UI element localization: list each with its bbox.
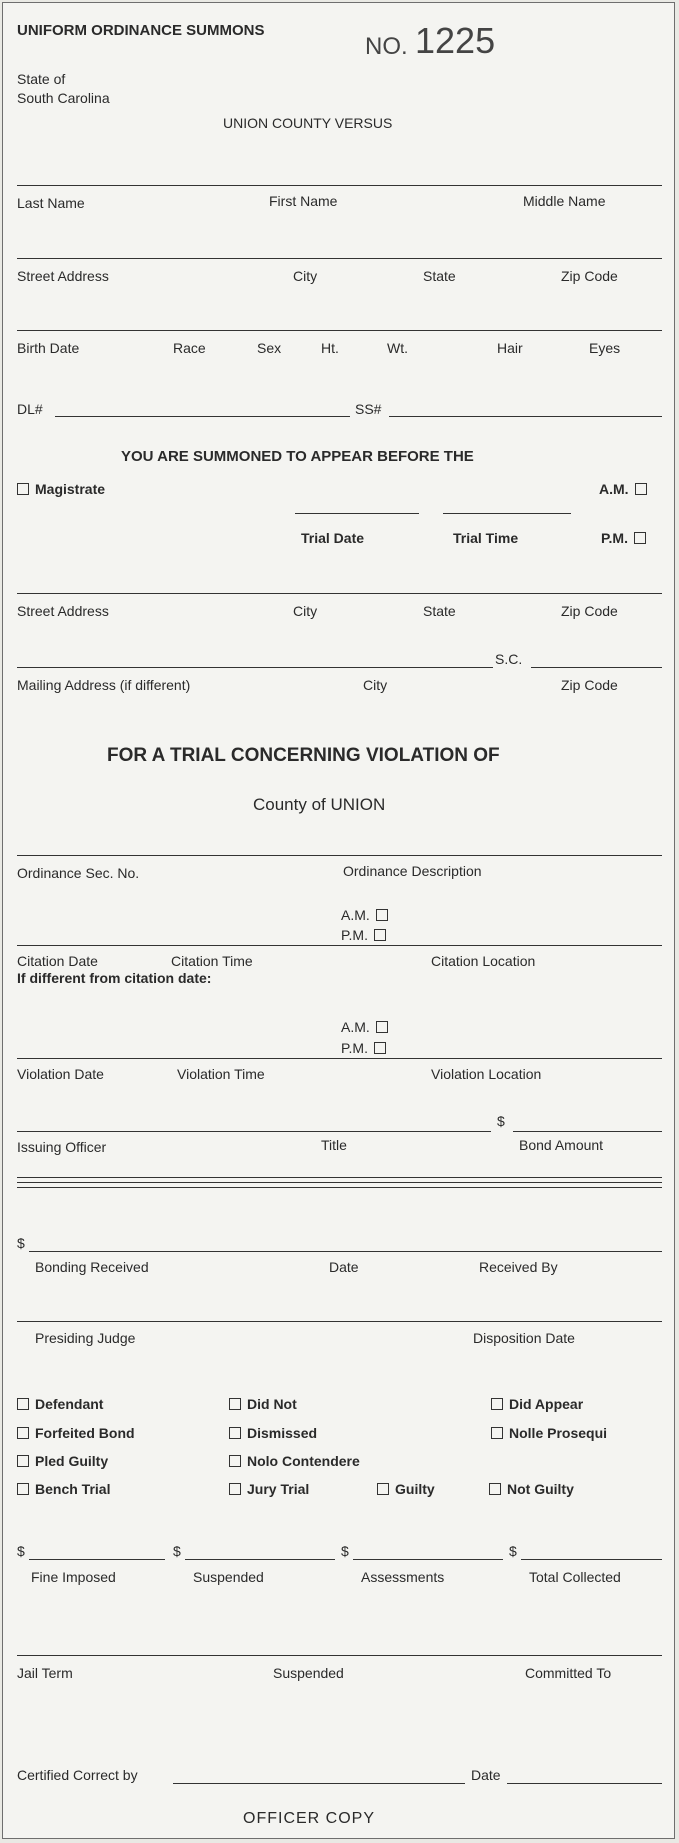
received-by-label: Received By [479, 1259, 558, 1275]
physical-line[interactable] [17, 330, 662, 331]
am-label: A.M. [341, 1019, 370, 1035]
mailing-line[interactable] [17, 667, 493, 668]
citation-pm-checkbox[interactable] [341, 927, 386, 943]
did-appear-checkbox[interactable] [491, 1396, 583, 1412]
did-not-checkbox[interactable] [229, 1396, 297, 1412]
zip-code-label: Zip Code [561, 268, 618, 284]
judge-line[interactable] [17, 1321, 662, 1322]
trial-am-checkbox[interactable] [599, 481, 647, 497]
ordinance-sec-label: Ordinance Sec. No. [17, 865, 140, 881]
mailing-city-label: City [363, 677, 388, 693]
violation-date-label: Violation Date [17, 1066, 104, 1082]
ss-label: SS# [355, 401, 382, 417]
checkbox-icon [17, 1398, 29, 1410]
sc-label: S.C. [495, 651, 523, 667]
checkbox-icon [374, 929, 386, 941]
jury-trial-checkbox[interactable] [229, 1481, 309, 1497]
violation-line[interactable] [17, 1058, 662, 1059]
total-dollar-sign: $ [509, 1543, 517, 1559]
checkbox-icon [17, 1455, 29, 1467]
bond-amount-label: Bond Amount [519, 1137, 604, 1153]
fine-suspended-label: Suspended [193, 1569, 264, 1585]
not-guilty-checkbox[interactable] [489, 1481, 574, 1497]
separator-line-2 [17, 1182, 662, 1183]
checkbox-icon [376, 909, 388, 921]
cert-date-line[interactable] [507, 1783, 662, 1784]
checkbox-label: Defendant [35, 1396, 104, 1412]
fine-imposed-line[interactable] [29, 1559, 165, 1560]
separator-line-3 [17, 1187, 662, 1188]
issuing-officer-label: Issuing Officer [17, 1139, 107, 1155]
checkbox-icon [635, 483, 647, 495]
bonding-line[interactable] [29, 1251, 662, 1252]
bonding-received-label: Bonding Received [35, 1259, 149, 1275]
violation-time-label: Violation Time [177, 1066, 265, 1082]
checkbox-icon [374, 1042, 386, 1054]
eyes-label: Eyes [589, 340, 621, 356]
certified-label: Certified Correct by [17, 1767, 138, 1783]
bonding-dollar-sign: $ [17, 1235, 25, 1251]
assessments-dollar-sign: $ [341, 1543, 349, 1559]
citation-location-label: Citation Location [431, 953, 536, 969]
summons-number-label: NO. [365, 33, 408, 60]
state-name: South Carolina [17, 90, 110, 106]
trial-pm-checkbox[interactable] [601, 530, 646, 546]
magistrate-checkbox[interactable] [17, 481, 105, 497]
checkbox-icon [491, 1427, 503, 1439]
checkbox-label: Forfeited Bond [35, 1425, 135, 1441]
dismissed-checkbox[interactable] [229, 1425, 317, 1441]
cert-date-label: Date [471, 1767, 501, 1783]
street-address-label: Street Address [17, 268, 109, 284]
dl-line[interactable] [55, 416, 350, 417]
certified-line[interactable] [173, 1783, 465, 1784]
checkbox-icon [376, 1021, 388, 1033]
pm-label: P.M. [601, 530, 628, 546]
county-label: County of UNION [253, 795, 386, 814]
pm-label: P.M. [341, 1040, 368, 1056]
checkbox-icon [17, 1483, 29, 1495]
court-street-label: Street Address [17, 603, 109, 619]
court-state-label: State [423, 603, 456, 619]
officer-title-label: Title [321, 1137, 347, 1153]
checkbox-label: Not Guilty [507, 1481, 574, 1497]
state-label: State [423, 268, 456, 284]
checkbox-icon [17, 1427, 29, 1439]
separator-line-1 [17, 1177, 662, 1178]
name-line[interactable] [17, 185, 662, 186]
citation-date-label: Citation Date [17, 953, 98, 969]
summons-form [2, 2, 675, 1839]
checkbox-icon [377, 1483, 389, 1495]
court-zip-label: Zip Code [561, 603, 618, 619]
checkbox-label: Jury Trial [247, 1481, 310, 1497]
pm-label: P.M. [341, 927, 368, 943]
defendant-checkbox[interactable] [17, 1396, 103, 1412]
total-collected-label: Total Collected [529, 1569, 621, 1585]
mailing-zip-label: Zip Code [561, 677, 618, 693]
nolo-contendere-checkbox[interactable] [229, 1453, 360, 1469]
checkbox-icon [229, 1398, 241, 1410]
checkbox-icon [229, 1455, 241, 1467]
city-label: City [293, 268, 318, 284]
versus-label: UNION COUNTY VERSUS [223, 115, 393, 131]
court-city-label: City [293, 603, 318, 619]
height-label: Ht. [321, 340, 339, 356]
bond-dollar-sign: $ [497, 1113, 505, 1129]
violation-pm-checkbox[interactable] [341, 1040, 386, 1056]
checkbox-label: Guilty [395, 1481, 435, 1497]
weight-label: Wt. [387, 340, 408, 356]
form-title: UNIFORM ORDINANCE SUMMONS [17, 22, 265, 39]
address-line[interactable] [17, 258, 662, 259]
suspended-line[interactable] [185, 1559, 335, 1560]
sex-label: Sex [257, 340, 282, 356]
citation-time-label: Citation Time [171, 953, 253, 969]
trial-time-label: Trial Time [453, 530, 519, 546]
first-name-label: First Name [269, 193, 338, 209]
fine-dollar-sign: $ [17, 1543, 25, 1559]
officer-copy-label: OFFICER COPY [243, 1810, 376, 1827]
dl-label: DL# [17, 401, 43, 417]
jail-line[interactable] [17, 1655, 662, 1656]
officer-line[interactable] [17, 1131, 491, 1132]
checkbox-icon [634, 532, 646, 544]
checkbox-label: Bench Trial [35, 1481, 111, 1497]
bench-trial-checkbox[interactable] [17, 1481, 110, 1497]
am-label: A.M. [341, 907, 370, 923]
checkbox-label: Did Not [247, 1396, 297, 1412]
ordinance-line[interactable] [17, 855, 662, 856]
court-address-line[interactable] [17, 593, 662, 594]
bond-amount-line[interactable] [513, 1131, 662, 1132]
disposition-date-label: Disposition Date [473, 1330, 575, 1346]
presiding-judge-label: Presiding Judge [35, 1330, 136, 1346]
checkbox-label: Nolo Contendere [247, 1453, 360, 1469]
assessments-label: Assessments [361, 1569, 445, 1585]
bonding-date-label: Date [329, 1259, 359, 1275]
state-of-label: State of [17, 71, 66, 87]
citation-line[interactable] [17, 945, 662, 946]
am-label: A.M. [599, 481, 629, 497]
total-collected-line[interactable] [521, 1559, 662, 1560]
race-label: Race [173, 340, 206, 356]
checkbox-icon [17, 483, 29, 495]
checkbox-label: Did Appear [509, 1396, 584, 1412]
checkbox-label: Pled Guilty [35, 1453, 109, 1469]
trial-date-label: Trial Date [301, 530, 365, 546]
mailing-zip-line[interactable] [531, 667, 662, 668]
mailing-address-label: Mailing Address (if different) [17, 677, 191, 693]
magistrate-label: Magistrate [35, 481, 106, 497]
ordinance-desc-label: Ordinance Description [343, 863, 482, 879]
violation-heading: FOR A TRIAL CONCERNING VIOLATION OF [107, 745, 500, 766]
trial-date-line[interactable] [295, 513, 419, 514]
trial-time-line[interactable] [443, 513, 571, 514]
assessments-line[interactable] [353, 1559, 503, 1560]
violation-am-checkbox[interactable] [341, 1019, 388, 1035]
citation-am-checkbox[interactable] [341, 907, 388, 923]
forfeited-bond-checkbox[interactable] [17, 1425, 135, 1441]
summons-number: 1225 [415, 20, 496, 61]
hair-label: Hair [497, 340, 523, 356]
summoned-heading: YOU ARE SUMMONED TO APPEAR BEFORE THE [121, 448, 474, 465]
if-different-label: If different from citation date: [17, 970, 212, 986]
checkbox-label: Nolle Prosequi [509, 1425, 608, 1441]
fine-imposed-label: Fine Imposed [31, 1569, 116, 1585]
ss-line[interactable] [389, 416, 662, 417]
suspended-dollar-sign: $ [173, 1543, 181, 1559]
pled-guilty-checkbox[interactable] [17, 1453, 108, 1469]
checkbox-icon [489, 1483, 501, 1495]
committed-to-label: Committed To [525, 1665, 612, 1681]
guilty-checkbox[interactable] [377, 1481, 435, 1497]
violation-location-label: Violation Location [431, 1066, 542, 1082]
middle-name-label: Middle Name [523, 193, 606, 209]
checkbox-label: Dismissed [247, 1425, 318, 1441]
checkbox-icon [229, 1427, 241, 1439]
nolle-prosequi-checkbox[interactable] [491, 1425, 607, 1441]
checkbox-icon [491, 1398, 503, 1410]
checkbox-icon [229, 1483, 241, 1495]
last-name-label: Last Name [17, 195, 85, 211]
jail-term-label: Jail Term [17, 1665, 73, 1681]
jail-suspended-label: Suspended [273, 1665, 344, 1681]
birth-date-label: Birth Date [17, 340, 80, 356]
